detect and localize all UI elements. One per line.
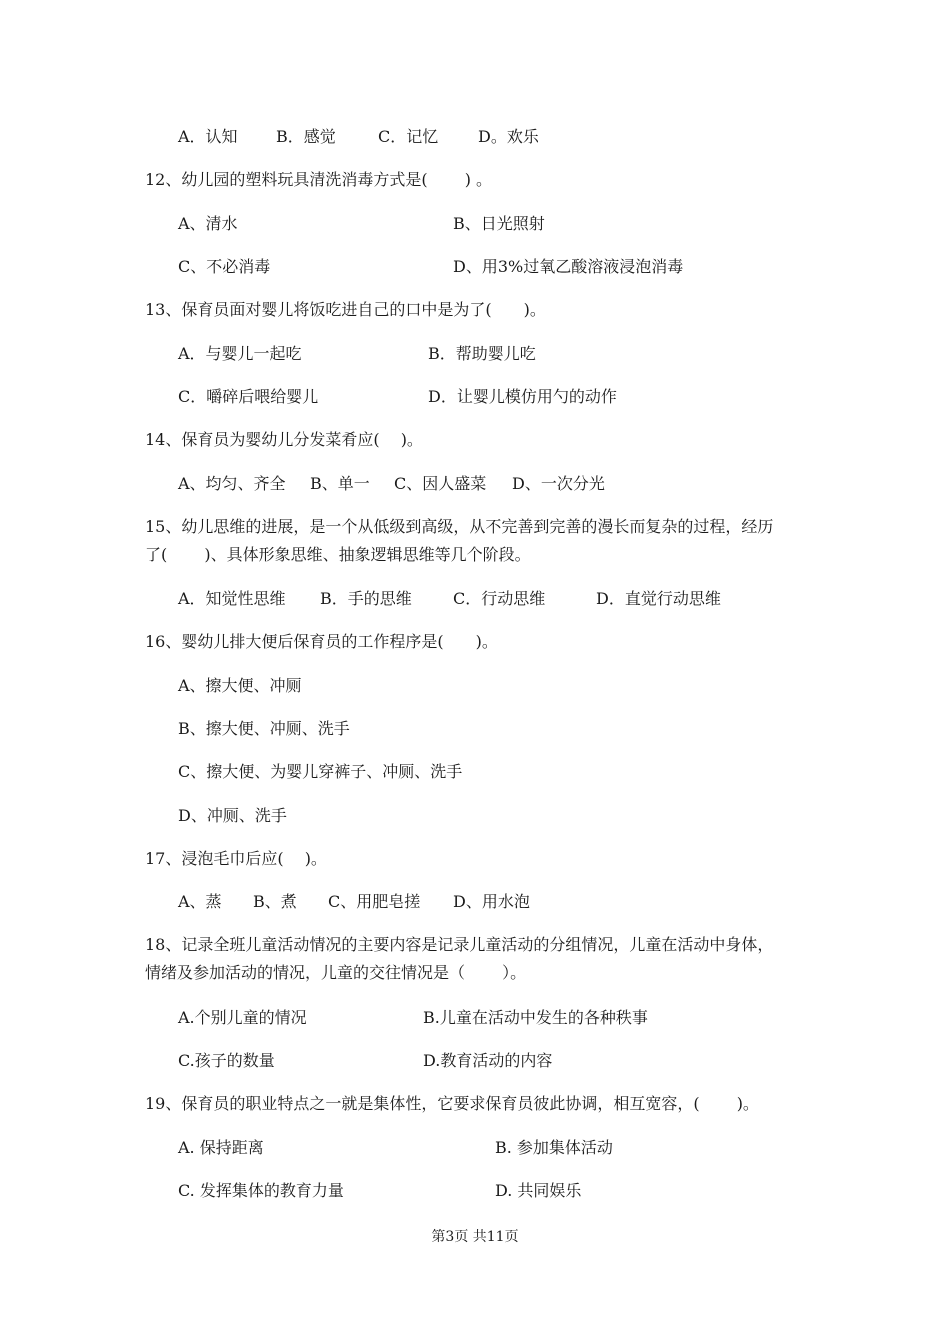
q16-option-a: A、擦大便、冲厕	[178, 676, 302, 695]
q11-option-a: A．认知	[178, 127, 238, 146]
q13-option-b: B．帮助婴儿吃	[428, 344, 536, 363]
q12-option-d: D、用3%过氧乙酸溶液浸泡消毒	[453, 257, 684, 276]
q14-option-d: D、一次分光	[512, 474, 605, 493]
q12-option-b: B、日光照射	[453, 214, 545, 233]
q14-stem: 14、保育员为婴幼儿分发菜肴应( )。	[145, 430, 423, 449]
q15-option-a: A．知觉性思维	[178, 589, 286, 608]
q16-stem: 16、婴幼儿排大便后保育员的工作程序是( )。	[145, 632, 498, 651]
q16-option-b: B、擦大便、冲厕、洗手	[178, 719, 350, 738]
q17-option-b: B、煮	[253, 892, 297, 911]
q12-option-a: A、清水	[178, 214, 238, 233]
q19-option-c: C. 发挥集体的教育力量	[178, 1181, 344, 1200]
q19-stem: 19、保育员的职业特点之一就是集体性，它要求保育员彼此协调，相互宽容，( )。	[145, 1094, 759, 1113]
q14-option-c: C、因人盛菜	[394, 474, 487, 493]
q16-option-c: C、擦大便、为婴儿穿裤子、冲厕、洗手	[178, 762, 463, 781]
q14-option-b: B、单一	[310, 474, 370, 493]
q15-option-b: B．手的思维	[320, 589, 412, 608]
q17-option-d: D、用水泡	[453, 892, 530, 911]
q13-option-d: D．让婴儿模仿用勺的动作	[428, 387, 617, 406]
q13-stem: 13、保育员面对婴儿将饭吃进自己的口中是为了( )。	[145, 300, 546, 319]
q11-option-c: C．记忆	[378, 127, 439, 146]
q15-option-c: C．行动思维	[453, 589, 546, 608]
q18-option-c: C.孩子的数量	[178, 1051, 275, 1070]
q12-stem: 12、幼儿园的塑料玩具清洗消毒方式是( ) 。	[145, 170, 493, 189]
q18-option-b: B.儿童在活动中发生的各种秩事	[423, 1008, 648, 1027]
q15-stem-line-2: 了( )、具体形象思维、抽象逻辑思维等几个阶段。	[145, 545, 531, 564]
q12-option-c: C、不必消毒	[178, 257, 271, 276]
q17-option-a: A、蒸	[178, 892, 222, 911]
q19-option-d: D. 共同娱乐	[495, 1181, 582, 1200]
q17-stem: 17、浸泡毛巾后应( )。	[145, 849, 327, 868]
q11-option-b: B．感觉	[276, 127, 336, 146]
q19-option-b: B. 参加集体活动	[495, 1138, 613, 1157]
q16-option-d: D、冲厕、洗手	[178, 806, 287, 825]
q15-stem-line-1: 15、幼儿思维的进展，是一个从低级到高级，从不完善到完善的漫长而复杂的过程，经历	[145, 517, 774, 536]
q15-option-d: D．直觉行动思维	[596, 589, 721, 608]
q13-option-c: C．嚼碎后喂给婴儿	[178, 387, 319, 406]
q17-option-c: C、用肥皂搓	[328, 892, 421, 911]
q18-option-d: D.教育活动的内容	[423, 1051, 553, 1070]
q18-stem-line-1: 18、记录全班儿童活动情况的主要内容是记录儿童活动的分组情况，儿童在活动中身体，	[145, 935, 774, 954]
q14-option-a: A、均匀、齐全	[178, 474, 286, 493]
q13-option-a: A．与婴儿一起吃	[178, 344, 302, 363]
q18-stem-line-2: 情绪及参加活动的情况，儿童的交往情况是（ ）。	[145, 963, 527, 982]
q19-option-a: A. 保持距离	[178, 1138, 264, 1157]
q11-option-d: D。欢乐	[478, 127, 539, 146]
q18-option-a: A.个别儿童的情况	[178, 1008, 307, 1027]
page-number-footer: 第3页 共11页	[431, 1229, 519, 1245]
